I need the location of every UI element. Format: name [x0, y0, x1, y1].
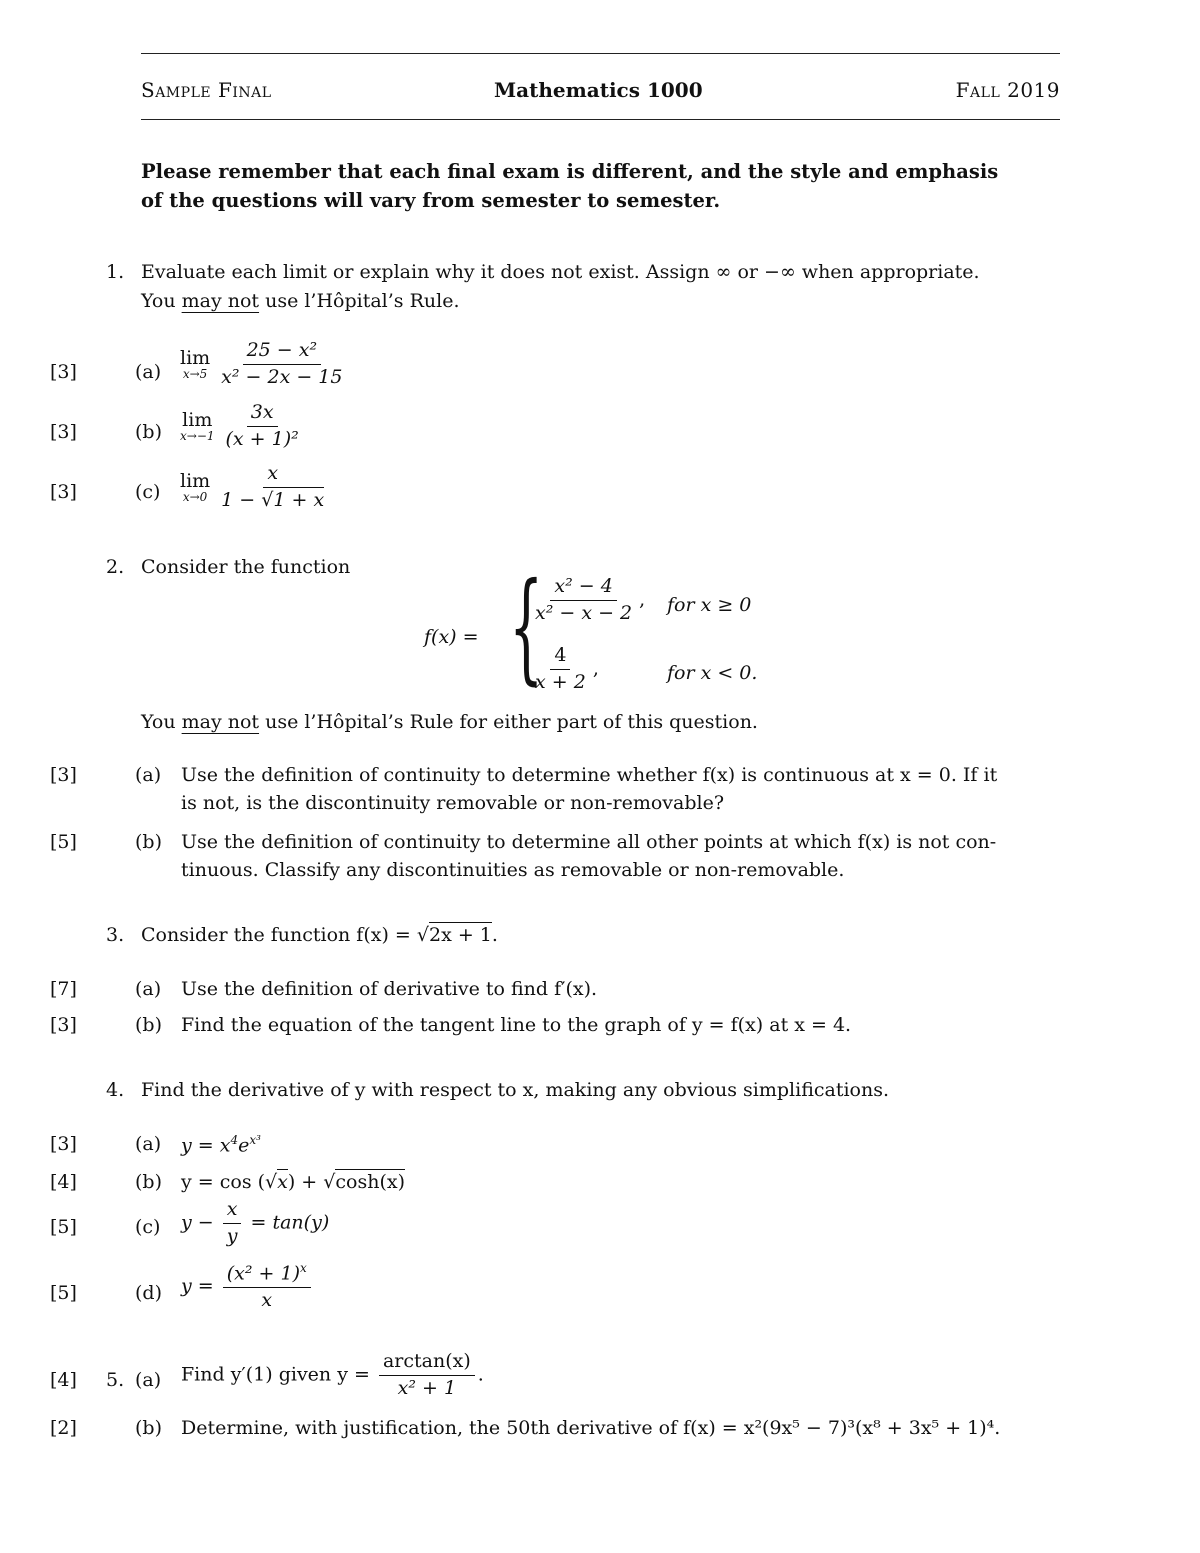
q1b-lim: lim — [182, 409, 213, 432]
q1a-marks: [3] — [50, 361, 77, 383]
q2b-label: (b) — [135, 831, 162, 853]
q4b-marks: [4] — [50, 1171, 77, 1193]
q4b-sqrt-1: x — [277, 1171, 288, 1193]
q4b-expression: y = cos (√x) + √cosh(x) — [181, 1171, 405, 1193]
q1c-num: x — [263, 463, 282, 488]
q2-case-1: $\frac{\text{x² − 4}}{\text{x² − x − 2}}$ , — [528, 576, 645, 625]
q2-note-pre: You — [141, 711, 182, 733]
q4a-expression — [181, 1133, 261, 1156]
q4d-marks: [5] — [50, 1282, 77, 1304]
q3b-marks: [3] — [50, 1014, 77, 1036]
q2-may-not: may not — [181, 711, 260, 733]
q2-note-post: use l’Hôpital’s Rule for either part of this question. — [259, 711, 758, 733]
header-left: Sample Final — [141, 78, 272, 102]
q4a-base: y = x — [181, 1134, 231, 1157]
q2-fx: f(x) = — [424, 626, 479, 648]
q1b-den: (x + 1)² — [225, 427, 299, 450]
q3b-text: Find the equation of the tangent line to the graph of y = f(x) at x = 4. — [181, 1014, 852, 1036]
q1c-lim: lim — [180, 470, 211, 493]
q1a-num: 25 − x² — [243, 340, 322, 365]
q2-case2-num: 4 — [550, 645, 570, 670]
q1a-expression — [180, 340, 349, 389]
q4c-pre: y − — [181, 1211, 220, 1234]
q4d-expression — [181, 1262, 314, 1312]
q1a-den: x² − 2x − 15 — [221, 365, 343, 388]
q5a-marks: [4] — [50, 1369, 77, 1391]
q1c-label: (c) — [135, 481, 161, 503]
q4d-num: (x² + 1) — [226, 1262, 300, 1285]
q2-intro: Consider the function — [141, 556, 351, 578]
q3-intro: Consider the function f(x) = √2x + 1. — [141, 924, 498, 946]
q1c-den-pre: 1 − — [221, 488, 262, 511]
q5a-expression — [181, 1351, 484, 1400]
q2b-line-1: Use the definition of continuity to determine all other points at which f(x) is not con- — [181, 831, 997, 853]
q2-note — [141, 711, 758, 733]
q4c-num: x — [223, 1199, 242, 1224]
q2-case2-den: x + 2 — [535, 670, 586, 693]
q1b-marks: [3] — [50, 421, 77, 443]
q1-line-1: Evaluate each limit or explain why it does not exist. Assign ∞ or −∞ when appropriate. — [141, 261, 980, 283]
q5a-post: . — [477, 1363, 484, 1386]
notice-line-1: Please remember that each final exam is different, and the style and emphasis — [141, 160, 999, 183]
header-top-rule — [141, 53, 1060, 54]
q1c-expression — [180, 463, 331, 512]
q1b-expression — [180, 402, 306, 451]
q4a-e: e — [238, 1134, 250, 1157]
q4c-marks: [5] — [50, 1216, 77, 1238]
q2a-line-2: is not, is the discontinuity removable or non-removable? — [181, 792, 725, 814]
q1c-lim-sub: x→0 — [182, 490, 208, 505]
q2a-label: (a) — [135, 764, 162, 786]
q2a-line-1: Use the definition of continuity to determine whether f(x) is continuous at x = 0. If it — [181, 764, 998, 786]
q1b-lim-sub: x→−1 — [180, 429, 215, 444]
q3a-label: (a) — [135, 978, 162, 1000]
q3a-marks: [7] — [50, 978, 77, 1000]
q3-number: 3. — [106, 924, 125, 946]
q3-sqrt: 2x + 1 — [428, 924, 492, 946]
q2-brace: { — [508, 558, 544, 697]
q1a-label: (a) — [135, 361, 162, 383]
q2-case1-den: x² − x − 2 — [535, 601, 633, 624]
q1c-den: 1 − √1 + x — [221, 488, 325, 511]
q5a-label: (a) — [135, 1369, 162, 1391]
q4a-marks: [3] — [50, 1133, 77, 1155]
q4-intro: Find the derivative of y with respect to x, making any obvious simplifications. — [141, 1079, 890, 1101]
q1b-label: (b) — [135, 421, 162, 443]
q3-intro-text: Consider the function f(x) = — [141, 924, 417, 946]
q2b-line-2: tinuous. Classify any discontinuities as removable or non-removable. — [181, 859, 845, 881]
q4a-sup1: 4 — [230, 1133, 239, 1147]
header-center: Mathematics 1000 — [494, 78, 703, 102]
q2-case1-num: x² − 4 — [550, 576, 616, 601]
q1-line-2 — [141, 290, 460, 312]
header-bottom-rule — [141, 119, 1060, 120]
q5b-label: (b) — [135, 1417, 162, 1439]
q1-number: 1. — [106, 261, 125, 283]
q4c-expression — [181, 1199, 329, 1248]
q4d-pre: y = — [181, 1275, 220, 1297]
q1b-num: 3x — [247, 402, 278, 427]
q4d-label: (d) — [135, 1282, 162, 1304]
q5-number: 5. — [106, 1369, 125, 1391]
notice-line-2: of the questions will vary from semester to semester. — [141, 189, 721, 212]
q1-line-2-pre: You — [141, 290, 182, 312]
q2-number: 2. — [106, 556, 125, 578]
q4-number: 4. — [106, 1079, 125, 1101]
q3b-label: (b) — [135, 1014, 162, 1036]
q4d-num-sup: x — [299, 1261, 307, 1275]
q4c-post: = tan(y) — [244, 1211, 330, 1234]
q5a-pre: Find y′(1) given y = — [181, 1363, 376, 1386]
q1a-lim-sub: x→5 — [182, 367, 208, 382]
q4b-sqrt-2: cosh(x) — [335, 1171, 405, 1193]
q2a-marks: [3] — [50, 764, 77, 786]
q1c-marks: [3] — [50, 481, 77, 503]
q4c-label: (c) — [135, 1216, 161, 1238]
q3-intro-end: . — [491, 924, 498, 946]
q4b-label: (b) — [135, 1171, 162, 1193]
q1-line-2-post: use l’Hôpital’s Rule. — [259, 290, 460, 312]
q2-case-1-cond: for x ≥ 0 — [667, 594, 752, 616]
q4d-den: x — [261, 1289, 273, 1312]
q4a-label: (a) — [135, 1133, 162, 1155]
q3a-text: Use the definition of derivative to find f′(x). — [181, 978, 598, 1000]
q5b-marks: [2] — [50, 1417, 77, 1439]
q4c-den: y — [226, 1224, 238, 1247]
q2-case-2: $\frac{4}{x + 2}$ , — [528, 645, 599, 694]
q4a-sup2: x³ — [249, 1133, 261, 1147]
q2b-marks: [5] — [50, 831, 77, 853]
q5a-den: x² + 1 — [397, 1376, 457, 1399]
q4b-mid: ) + — [287, 1171, 324, 1193]
header-right: Fall 2019 — [955, 78, 1060, 102]
q1c-den-sqrt: 1 + x — [273, 488, 325, 511]
q2-case-2-cond: for x < 0. — [667, 662, 758, 684]
q5b-text: Determine, with justification, the 50th derivative of f(x) = x²(9x⁵ − 7)³(x⁸ + 3x⁵ + 1)⁴. — [181, 1417, 1001, 1439]
q1-may-not: may not — [181, 290, 260, 312]
q5a-num: arctan(x) — [379, 1351, 475, 1376]
q4b-pre: y = cos ( — [181, 1171, 266, 1193]
q1a-lim: lim — [180, 347, 211, 370]
